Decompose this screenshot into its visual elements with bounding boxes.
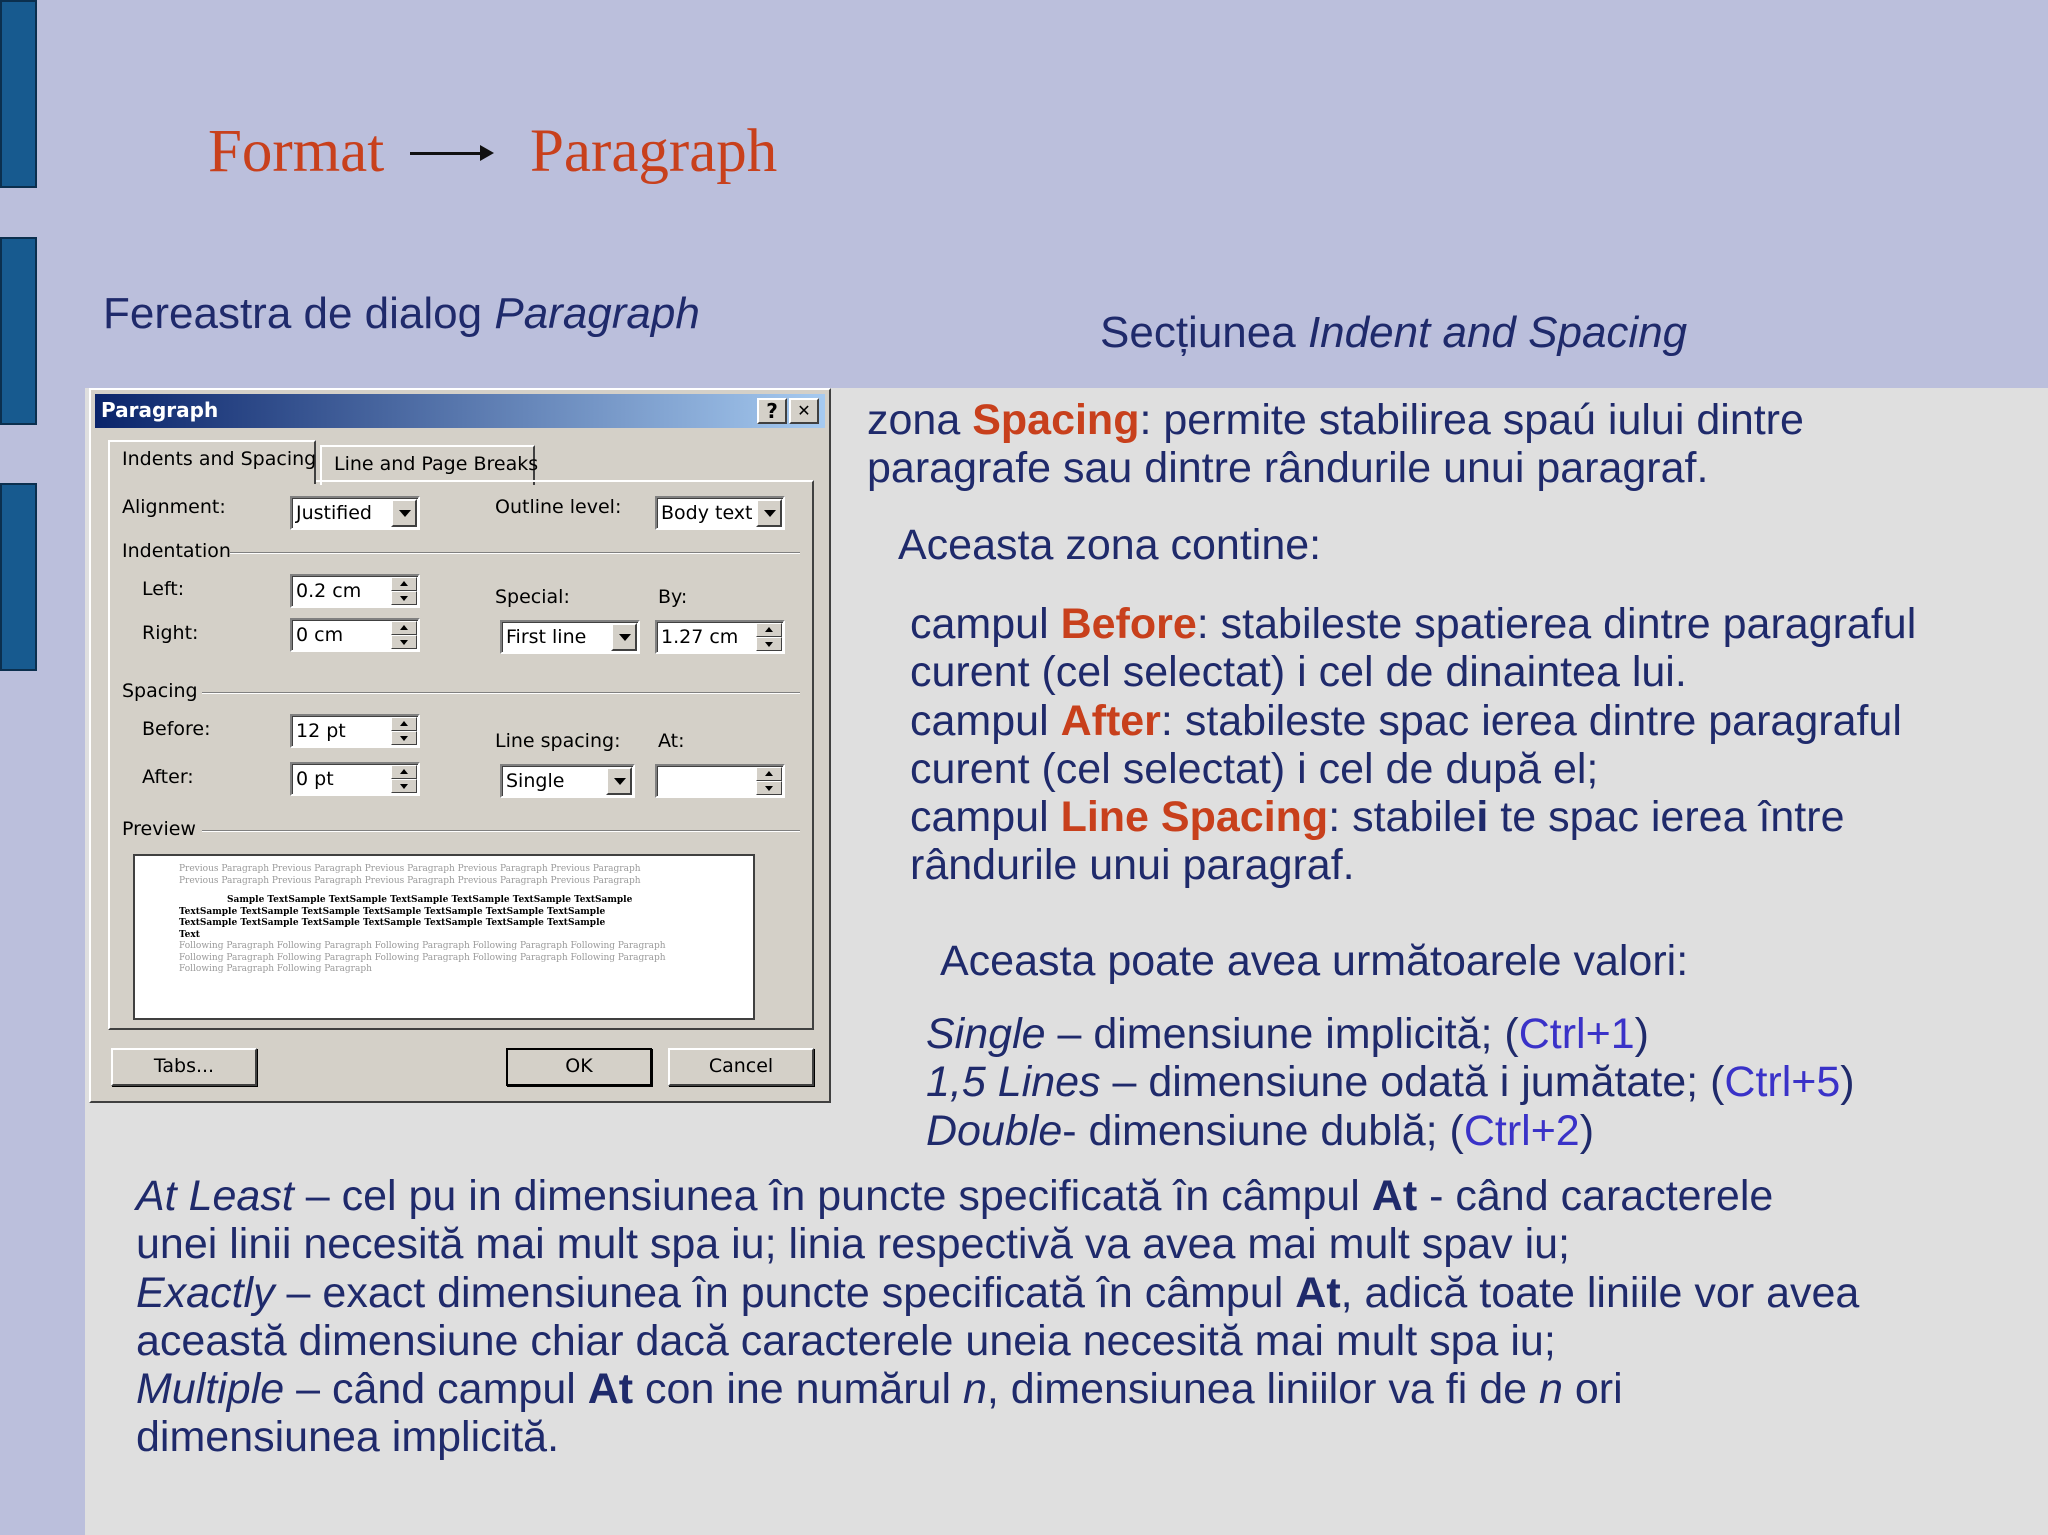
spin-icon[interactable] bbox=[756, 767, 782, 795]
preview-label: Preview bbox=[122, 818, 196, 840]
chevron-down-icon[interactable] bbox=[391, 499, 417, 527]
special-label: Special: bbox=[495, 586, 570, 608]
divider bbox=[202, 830, 800, 832]
before-stepper[interactable]: 12 pt bbox=[290, 714, 420, 748]
by-label: By: bbox=[658, 586, 688, 608]
alignment-label: Alignment: bbox=[122, 496, 226, 518]
tab-indents-and-spacing[interactable]: Indents and Spacing bbox=[108, 440, 316, 484]
fields-description: campul Before: stabileste spatierea dintre paragraful curent (cel selectat) i cel de dinaintea lui. campul After: stabileste spac ierea dintre paragraful curent (cel selectat) i cel de după el; campul Line Spacing: stabilei te spac ierea între rândurile unui paragraf. bbox=[910, 600, 1917, 890]
line-spacing-select[interactable]: Single bbox=[500, 764, 635, 798]
after-stepper[interactable]: 0 pt bbox=[290, 762, 420, 796]
dialog-titlebar bbox=[95, 394, 825, 428]
left-indent-label: Left: bbox=[142, 578, 185, 600]
arrow-icon bbox=[410, 152, 490, 155]
zone-contents-heading: Aceasta zona contine: bbox=[898, 521, 1322, 569]
cancel-button[interactable]: Cancel bbox=[668, 1048, 814, 1086]
tab-line-and-page-breaks[interactable]: Line and Page Breaks bbox=[320, 445, 535, 485]
chevron-down-icon[interactable] bbox=[756, 499, 782, 527]
line-spacing-options: At Least – cel pu in dimensiunea în puncte specificată în câmpul At - când caracterele unei linii necesită mai mult spa iu; linia respectivă va avea mai mult spav iu; Exactly – exact dimensiunea în puncte specificată în câmpul At, adică toate liniile vor avea această dimensiune chiar dacă caracterele uneia necesită mai mult spa iu; Multiple – când campul At con ine numărul n, dimensiunea liniilor va fi de n ori dimensiunea implicită. bbox=[136, 1172, 1860, 1462]
outline-level-label: Outline level: bbox=[495, 496, 622, 518]
preview-box: Previous Paragraph Previous Paragraph Previous Paragraph Previous Paragraph Previous Paragraph Previous Paragraph Previous Paragraph Previous Paragraph Previous Paragraph Previous Paragraph Sample TextSample TextSample TextSample TextSample TextSample TextSample TextSample TextSample TextSample TextSample TextSample TextSample TextSample TextSample TextSample TextSample TextSample TextSample TextSample TextSample Text Following Paragraph Following Paragraph Following Paragraph Following Paragraph Following Paragraph Following Paragraph Following Paragraph Following Paragraph Following Paragraph Following Paragraph Following Paragraph Following Paragraph bbox=[133, 854, 755, 1020]
special-select[interactable]: First line bbox=[500, 620, 640, 654]
spacing-group-label: Spacing bbox=[122, 680, 198, 702]
spin-icon[interactable] bbox=[756, 623, 782, 651]
left-indent-stepper[interactable]: 0.2 cm bbox=[290, 574, 420, 608]
spin-icon[interactable] bbox=[391, 717, 417, 745]
spin-icon[interactable] bbox=[391, 765, 417, 793]
dialog-title: Paragraph bbox=[101, 398, 219, 422]
spin-icon[interactable] bbox=[391, 577, 417, 605]
title-paragraph: Paragraph bbox=[530, 118, 778, 185]
alignment-select[interactable]: Justified bbox=[290, 496, 420, 530]
divider bbox=[202, 692, 800, 694]
close-button[interactable]: ✕ bbox=[789, 398, 819, 424]
at-label: At: bbox=[658, 730, 685, 752]
subtitle-dialog: Fereastra de dialog Paragraph bbox=[103, 289, 700, 338]
at-stepper[interactable] bbox=[655, 764, 785, 798]
divider bbox=[230, 552, 800, 554]
spin-icon[interactable] bbox=[391, 621, 417, 649]
decorative-bar-1 bbox=[0, 0, 37, 188]
indentation-group-label: Indentation bbox=[122, 540, 231, 562]
paragraph-dialog bbox=[89, 388, 831, 1103]
right-indent-label: Right: bbox=[142, 622, 199, 644]
by-stepper[interactable]: 1.27 cm bbox=[655, 620, 785, 654]
subtitle-section: Secțiunea Indent and Spacing bbox=[1100, 308, 1688, 357]
decorative-bar-3 bbox=[0, 483, 37, 671]
chevron-down-icon[interactable] bbox=[611, 623, 637, 651]
values-list: Single – dimensiune implicită; (Ctrl+1) 1,5 Lines – dimensiune odată i jumătate; (Ctrl+5) Double- dimensiune dublă; (Ctrl+2) bbox=[926, 1010, 1855, 1155]
spacing-description: zona Spacing: permite stabilirea spaú iului dintre paragrafe sau dintre rândurile unui paragraf. bbox=[867, 396, 1804, 493]
ok-button[interactable]: OK bbox=[506, 1048, 652, 1086]
chevron-down-icon[interactable] bbox=[606, 767, 632, 795]
tabs-button[interactable]: Tabs... bbox=[111, 1048, 257, 1086]
title-format: Format bbox=[208, 118, 385, 185]
right-indent-stepper[interactable]: 0 cm bbox=[290, 618, 420, 652]
before-label: Before: bbox=[142, 718, 211, 740]
help-button[interactable]: ? bbox=[757, 398, 787, 424]
after-label: After: bbox=[142, 766, 194, 788]
outline-level-select[interactable]: Body text bbox=[655, 496, 785, 530]
line-spacing-label: Line spacing: bbox=[495, 730, 621, 752]
values-heading: Aceasta poate avea următoarele valori: bbox=[940, 937, 1689, 985]
decorative-bar-2 bbox=[0, 237, 37, 425]
